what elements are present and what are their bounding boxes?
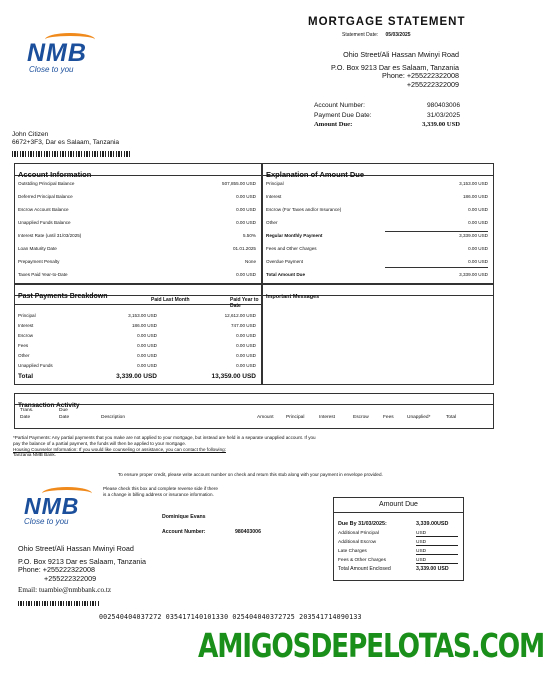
account-info-panel: [14, 163, 262, 284]
stub-logo: [24, 489, 104, 529]
col-trans: Trans.: [20, 408, 34, 413]
past-payment-label: Principal: [18, 313, 36, 318]
stub-due-by-row: [334, 521, 463, 530]
past-payments-header: Past Payments Breakdown: [15, 285, 261, 296]
bank-address-top: [331, 51, 459, 89]
micr-line: 002540404037272 035417140101330 025404040372725 203541714090133: [99, 613, 362, 621]
past-payment-last: 186.00 USD: [131, 323, 157, 328]
past-payment-last: 0.00 USD: [137, 363, 157, 368]
due-date-label: Payment Due Date:: [314, 111, 372, 119]
stub-account-label: Account Number:: [162, 529, 206, 535]
account-info-label: Outstding Principal Balance: [18, 181, 75, 186]
amount-due-value: 3,339.00 USD: [422, 121, 460, 128]
explanation-value: 0.00 USD: [468, 207, 488, 212]
important-messages-panel: [262, 284, 494, 385]
stub-line-input[interactable]: USD: [416, 531, 458, 537]
stub-bank-street: Ohio Street/Ali Hassan Mwinyi Road: [18, 544, 134, 553]
stub-line-input[interactable]: USD: [416, 549, 458, 555]
account-info-value: 5.50%: [242, 233, 256, 238]
customer-block: [12, 131, 119, 147]
col-due-date: Date: [59, 415, 70, 420]
past-payment-row: [15, 320, 261, 330]
explanation-label: Fees and Other Charges: [266, 246, 317, 251]
account-number-label: Account Number:: [314, 102, 365, 109]
explanation-value: 0.00 USD: [468, 246, 488, 251]
past-payment-last: 0.00 USD: [137, 353, 157, 358]
customer-name: John Citizen: [12, 131, 49, 138]
account-info-label: Interest Rate (until 31/03/2025): [18, 233, 82, 238]
explanation-row: [263, 230, 493, 242]
bank-street: Ohio Street/Ali Hassan Mwinyi Road: [343, 50, 459, 59]
stub-line-input[interactable]: USD: [416, 558, 458, 564]
past-payment-ytd: 0.00 USD: [236, 333, 256, 338]
past-payments-panel: [14, 284, 262, 385]
account-info-label: Prepayment Penalty: [18, 259, 60, 264]
col-description: Description: [101, 415, 125, 420]
stub-bank-po-box: P.O. Box 9213 Dar es Salaam, Tanzania: [18, 556, 146, 566]
col-due: Due: [59, 408, 68, 413]
logo-tagline: Close to you: [29, 65, 74, 74]
housing-counselor-note: Housing Counselor Information: If you would like counseling or assistance, you can contact the following:: [13, 446, 226, 452]
statement-date-value: 05/03/2025: [385, 32, 411, 38]
past-payment-last: 0.00 USD: [137, 333, 157, 338]
account-info-value: 01.01.2025: [233, 246, 256, 251]
past-payment-row: [15, 360, 261, 370]
past-payment-last: 3,153.00 USD: [128, 313, 157, 318]
stub-bank-address: [18, 545, 146, 595]
stub-amount-due-header: Amount Due: [334, 498, 463, 513]
change-address-text-2: is a change in billing address or insurance information.: [103, 492, 214, 497]
watermark: AMIGOSDEPELOTAS.COM: [198, 626, 544, 665]
change-address-checkbox-text: [103, 486, 218, 498]
explanation-row: [263, 256, 493, 268]
col-total: Total: [446, 415, 457, 420]
amount-due-label: Amount Due:: [314, 121, 353, 128]
stub-line-row: [334, 548, 463, 557]
stub-due-by-value: 3,339.00USD: [416, 521, 449, 527]
change-address-text-1: Please check this box and complete reverse side if there: [103, 486, 218, 491]
past-payment-ytd: 0.00 USD: [236, 343, 256, 348]
account-info-row: [15, 217, 261, 229]
stub-payer-name: Dominique Evans: [162, 514, 206, 520]
account-info-value: 507,855.00 USD: [222, 181, 256, 186]
important-messages-header: Important Messages: [263, 285, 493, 296]
past-payment-label: Interest: [18, 323, 34, 328]
explanation-rule: [385, 267, 488, 268]
stub-line-label: Fees & Other Charges: [338, 558, 386, 563]
past-total-label: Total: [18, 373, 34, 380]
explanation-label: Overdue Payment: [266, 259, 304, 264]
account-info-row: [15, 243, 261, 255]
account-info-value: 0.00 USD: [236, 272, 256, 277]
statement-title: MORTGAGE STATEMENT: [308, 16, 466, 28]
stub-total-label: Total Amount Enclosed: [338, 566, 391, 572]
explanation-row: [263, 269, 493, 281]
past-payment-ytd: 0.00 USD: [236, 353, 256, 358]
explanation-row: [263, 178, 493, 190]
account-info-row: [15, 178, 261, 190]
account-info-row: [15, 191, 261, 203]
explanation-label: Other: [266, 220, 278, 225]
stub-logo-tagline: Close to you: [24, 517, 69, 526]
account-info-label: Taxes Paid Year-to-Date: [18, 272, 68, 277]
due-date-value: 31/03/2025: [426, 111, 460, 119]
past-payment-label: Other: [18, 353, 30, 358]
explanation-row: [263, 217, 493, 229]
past-payment-label: Unapplied Funds: [18, 363, 53, 368]
transaction-activity-panel: [14, 393, 494, 429]
account-summary: [314, 101, 460, 130]
past-col-last-month: Paid Last Month: [151, 297, 190, 303]
stub-bank-phone-2: +255222322009: [44, 573, 97, 583]
explanation-row: [263, 243, 493, 255]
transaction-header: Transaction Activity: [15, 394, 493, 405]
account-info-rows: [15, 178, 261, 286]
stub-account: [162, 529, 261, 535]
stub-line-label: Additional Escrow: [338, 540, 377, 545]
past-payment-row: [15, 340, 261, 350]
explanation-value: 3,339.00 USD: [459, 233, 488, 238]
bank-po-box: P.O. Box 9213 Dar es Salaam, Tanzania: [331, 62, 459, 72]
col-amount: Amount: [257, 415, 274, 420]
past-payment-label: Fees: [18, 343, 29, 348]
explanation-label: Interest: [266, 194, 282, 199]
account-info-value: None: [245, 259, 256, 264]
partial-payments-note-2: pay the balance of a partial payment, the funds will then be applied to your mortgage.: [13, 440, 187, 446]
account-info-row: [15, 256, 261, 268]
explanation-label: Escrow (For Taxes and/or Insurance): [266, 207, 342, 212]
past-payment-ytd: 747.00 USD: [230, 323, 256, 328]
account-info-label: Loan Maturity Date: [18, 246, 57, 251]
past-payments-rows: [15, 310, 261, 370]
logo: [27, 35, 107, 79]
logo-text: NMB: [27, 39, 87, 67]
account-number-value: 980403006: [426, 102, 460, 109]
account-info-row: [15, 204, 261, 216]
explanation-label: Total Amount Due: [266, 272, 306, 277]
statement-date: [342, 32, 411, 38]
explanation-value: 186.00 USD: [462, 194, 488, 199]
explanation-value: 0.00 USD: [468, 259, 488, 264]
stub-lines: [334, 530, 463, 566]
past-payment-row: [15, 310, 261, 320]
stub-bank-phone: Phone: +255222322008: [18, 565, 95, 575]
housing-counselor-note-2: Tanzania NMB Bank.: [13, 452, 56, 458]
past-payment-row: [15, 350, 261, 360]
past-total-ytd: 13,359.00 USD: [211, 373, 256, 380]
col-interest: Interest: [319, 415, 335, 420]
col-unapplied: Unapplied*: [407, 415, 431, 420]
stub-line-row: [334, 539, 463, 548]
account-info-row: [15, 230, 261, 242]
stub-line-label: Additional Principal: [338, 531, 379, 536]
account-info-value: 0.00 USD: [236, 194, 256, 199]
explanation-panel: [262, 163, 494, 284]
past-total-last: 3,339.00 USD: [116, 373, 157, 380]
explanation-rows: [263, 178, 493, 286]
past-payment-last: 0.00 USD: [137, 343, 157, 348]
explanation-row: [263, 191, 493, 203]
explanation-label: Regular Monthly Payment: [266, 233, 323, 238]
explanation-value: 3,339.00 USD: [459, 272, 488, 277]
account-info-value: 0.00 USD: [236, 207, 256, 212]
col-fees: Fees: [383, 415, 394, 420]
past-payment-ytd: 12,612.00 USD: [224, 313, 256, 318]
stub-amount-due-box: [333, 497, 464, 581]
account-info-label: Unapplied Funds Balance: [18, 220, 71, 225]
partial-payments-note: *Partial Payments: Any partial payments that you make are not applied to your mortgage, but instead are held in a separate unapplied account. If you: [13, 435, 316, 440]
account-info-label: Escrow Account Balance: [18, 207, 69, 212]
stub-line-row: [334, 557, 463, 566]
stub-line-input[interactable]: USD: [416, 540, 458, 546]
notes: [13, 435, 471, 458]
col-escrow: Escrow: [353, 415, 369, 420]
stub-instruction: To ensure proper credit, please write account number on check and return this stub along with your payment in envelope provided.: [118, 472, 383, 477]
stub-total-value: 3,339.00 USD: [416, 566, 449, 572]
stub-line-label: Late Charges: [338, 549, 367, 554]
stub-postal-barcode: [18, 601, 100, 606]
account-info-label: Deferred Principal Balance: [18, 194, 73, 199]
explanation-value: 0.00 USD: [468, 220, 488, 225]
stub-total-row: [334, 566, 463, 575]
explanation-value: 3,153.00 USD: [459, 181, 488, 186]
account-info-row: [15, 269, 261, 281]
account-info-value: 0.00 USD: [236, 220, 256, 225]
col-trans-date: Date: [20, 415, 31, 420]
statement-date-label: Statement Date:: [342, 32, 379, 38]
customer-postal-barcode: [12, 151, 130, 157]
past-col-ytd: Paid Year to Date: [230, 297, 259, 309]
explanation-row: [263, 204, 493, 216]
past-payment-label: Escrow: [18, 333, 34, 338]
explanation-rule: [385, 231, 488, 232]
past-payment-row: [15, 330, 261, 340]
customer-address: 6672+3F3, Dar es Salaam, Tanzania: [12, 139, 120, 146]
account-info-header: Account Information: [15, 164, 261, 176]
explanation-header: Explanation of Amount Due: [263, 164, 493, 176]
past-payment-ytd: 0.00 USD: [236, 363, 256, 368]
stub-due-by-label: Due By 31/03/2025:: [338, 521, 387, 527]
stub-logo-text: NMB: [24, 493, 80, 519]
explanation-label: Principal: [266, 181, 284, 186]
bank-phone: Phone: +255222322008: [382, 71, 459, 80]
stub-bank-email: Email: tuambie@nmbbank.co.tz: [18, 586, 112, 595]
stub-account-number: 980403006: [234, 529, 261, 535]
col-principal: Principal: [286, 415, 305, 420]
stub-line-row: [334, 530, 463, 539]
bank-phone-2: +255222322009: [406, 79, 459, 89]
